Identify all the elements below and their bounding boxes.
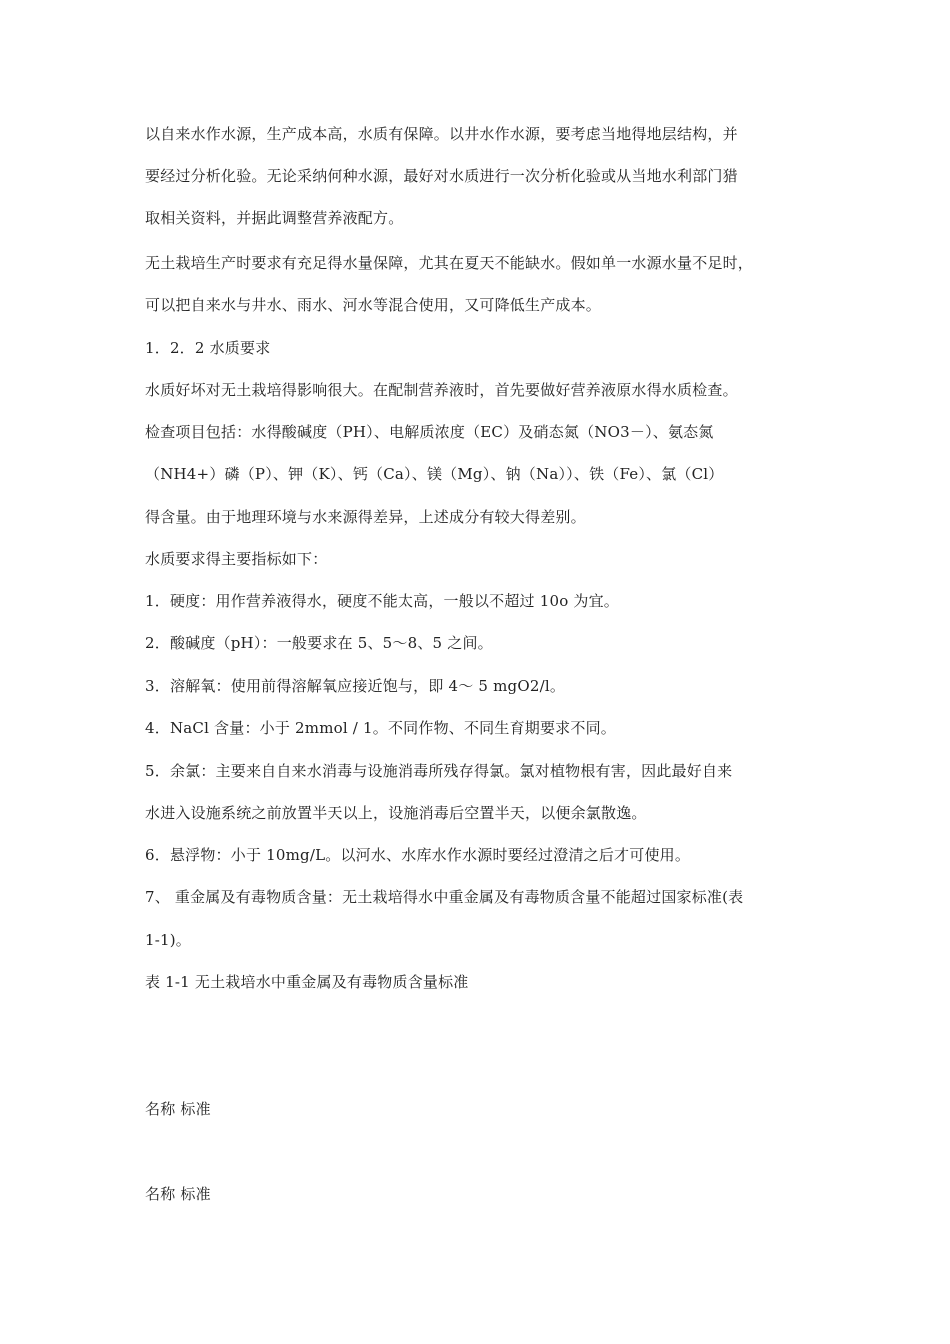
text-line: 可以把自来水与井水、雨水、河水等混合使用，又可降低生产成本。: [145, 296, 602, 314]
list-item: 6．悬浮物：小于 10mg/L。以河水、水库水作水源时要经过澄清之后才可使用。: [145, 846, 691, 864]
list-item: 1．硬度：用作营养液得水，硬度不能太高，一般以不超过 10o 为宜。: [145, 592, 620, 610]
text-line: 以自来水作水源，生产成本高，水质有保障。以井水作水源，要考虑当地得地层结构，并: [145, 125, 738, 143]
text-line: 无土栽培生产时要求有充足得水量保障，尤其在夏天不能缺水。假如单一水源水量不足时，: [145, 254, 754, 272]
table-header: 名称 标准: [145, 1185, 211, 1203]
list-item: 2．酸碱度（pH）：一般要求在 5、5～8、5 之间。: [145, 634, 493, 652]
section-heading: 1．2．2 水质要求: [145, 339, 271, 357]
list-item: 5．余氯：主要来自自来水消毒与设施消毒所残存得氯。氯对植物根有害，因此最好自来: [145, 762, 733, 780]
list-item: 4．NaCl 含量：小于 2mmol / 1。不同作物、不同生育期要求不同。: [145, 719, 616, 737]
text-line: 检查项目包括：水得酸碱度（PH）、电解质浓度（EC）及硝态氮（NO3－）、氨态氮: [145, 423, 714, 441]
text-line: （NH4+）磷（P）、钾（K）、钙（Ca）、镁（Mg）、钠（Na））、铁（Fe）、氯（Cl）: [145, 465, 724, 483]
text-line: 要经过分析化验。无论采纳何种水源，最好对水质进行一次分析化验或从当地水利部门猎: [145, 167, 738, 185]
table-header: 名称 标准: [145, 1100, 211, 1118]
text-line: 取相关资料，并据此调整营养液配方。: [145, 209, 404, 227]
text-line: 水质好坏对无土栽培得影响很大。在配制营养液时，首先要做好营养液原水得水质检查。: [145, 381, 738, 399]
text-line: 得含量。由于地理环境与水来源得差异，上述成分有较大得差别。: [145, 508, 586, 526]
text-line: 水质要求得主要指标如下：: [145, 550, 328, 568]
text-line: 水进入设施系统之前放置半天以上，设施消毒后空置半天，以便余氯散逸。: [145, 804, 647, 822]
list-item: 7、 重金属及有毒物质含量：无土栽培得水中重金属及有毒物质含量不能超过国家标准(表: [145, 888, 744, 906]
list-item: 3．溶解氧：使用前得溶解氧应接近饱与，即 4～ 5 mgO2/l。: [145, 677, 566, 695]
text-line: 1-1)。: [145, 931, 192, 949]
table-caption: 表 1-1 无土栽培水中重金属及有毒物质含量标准: [145, 973, 469, 991]
